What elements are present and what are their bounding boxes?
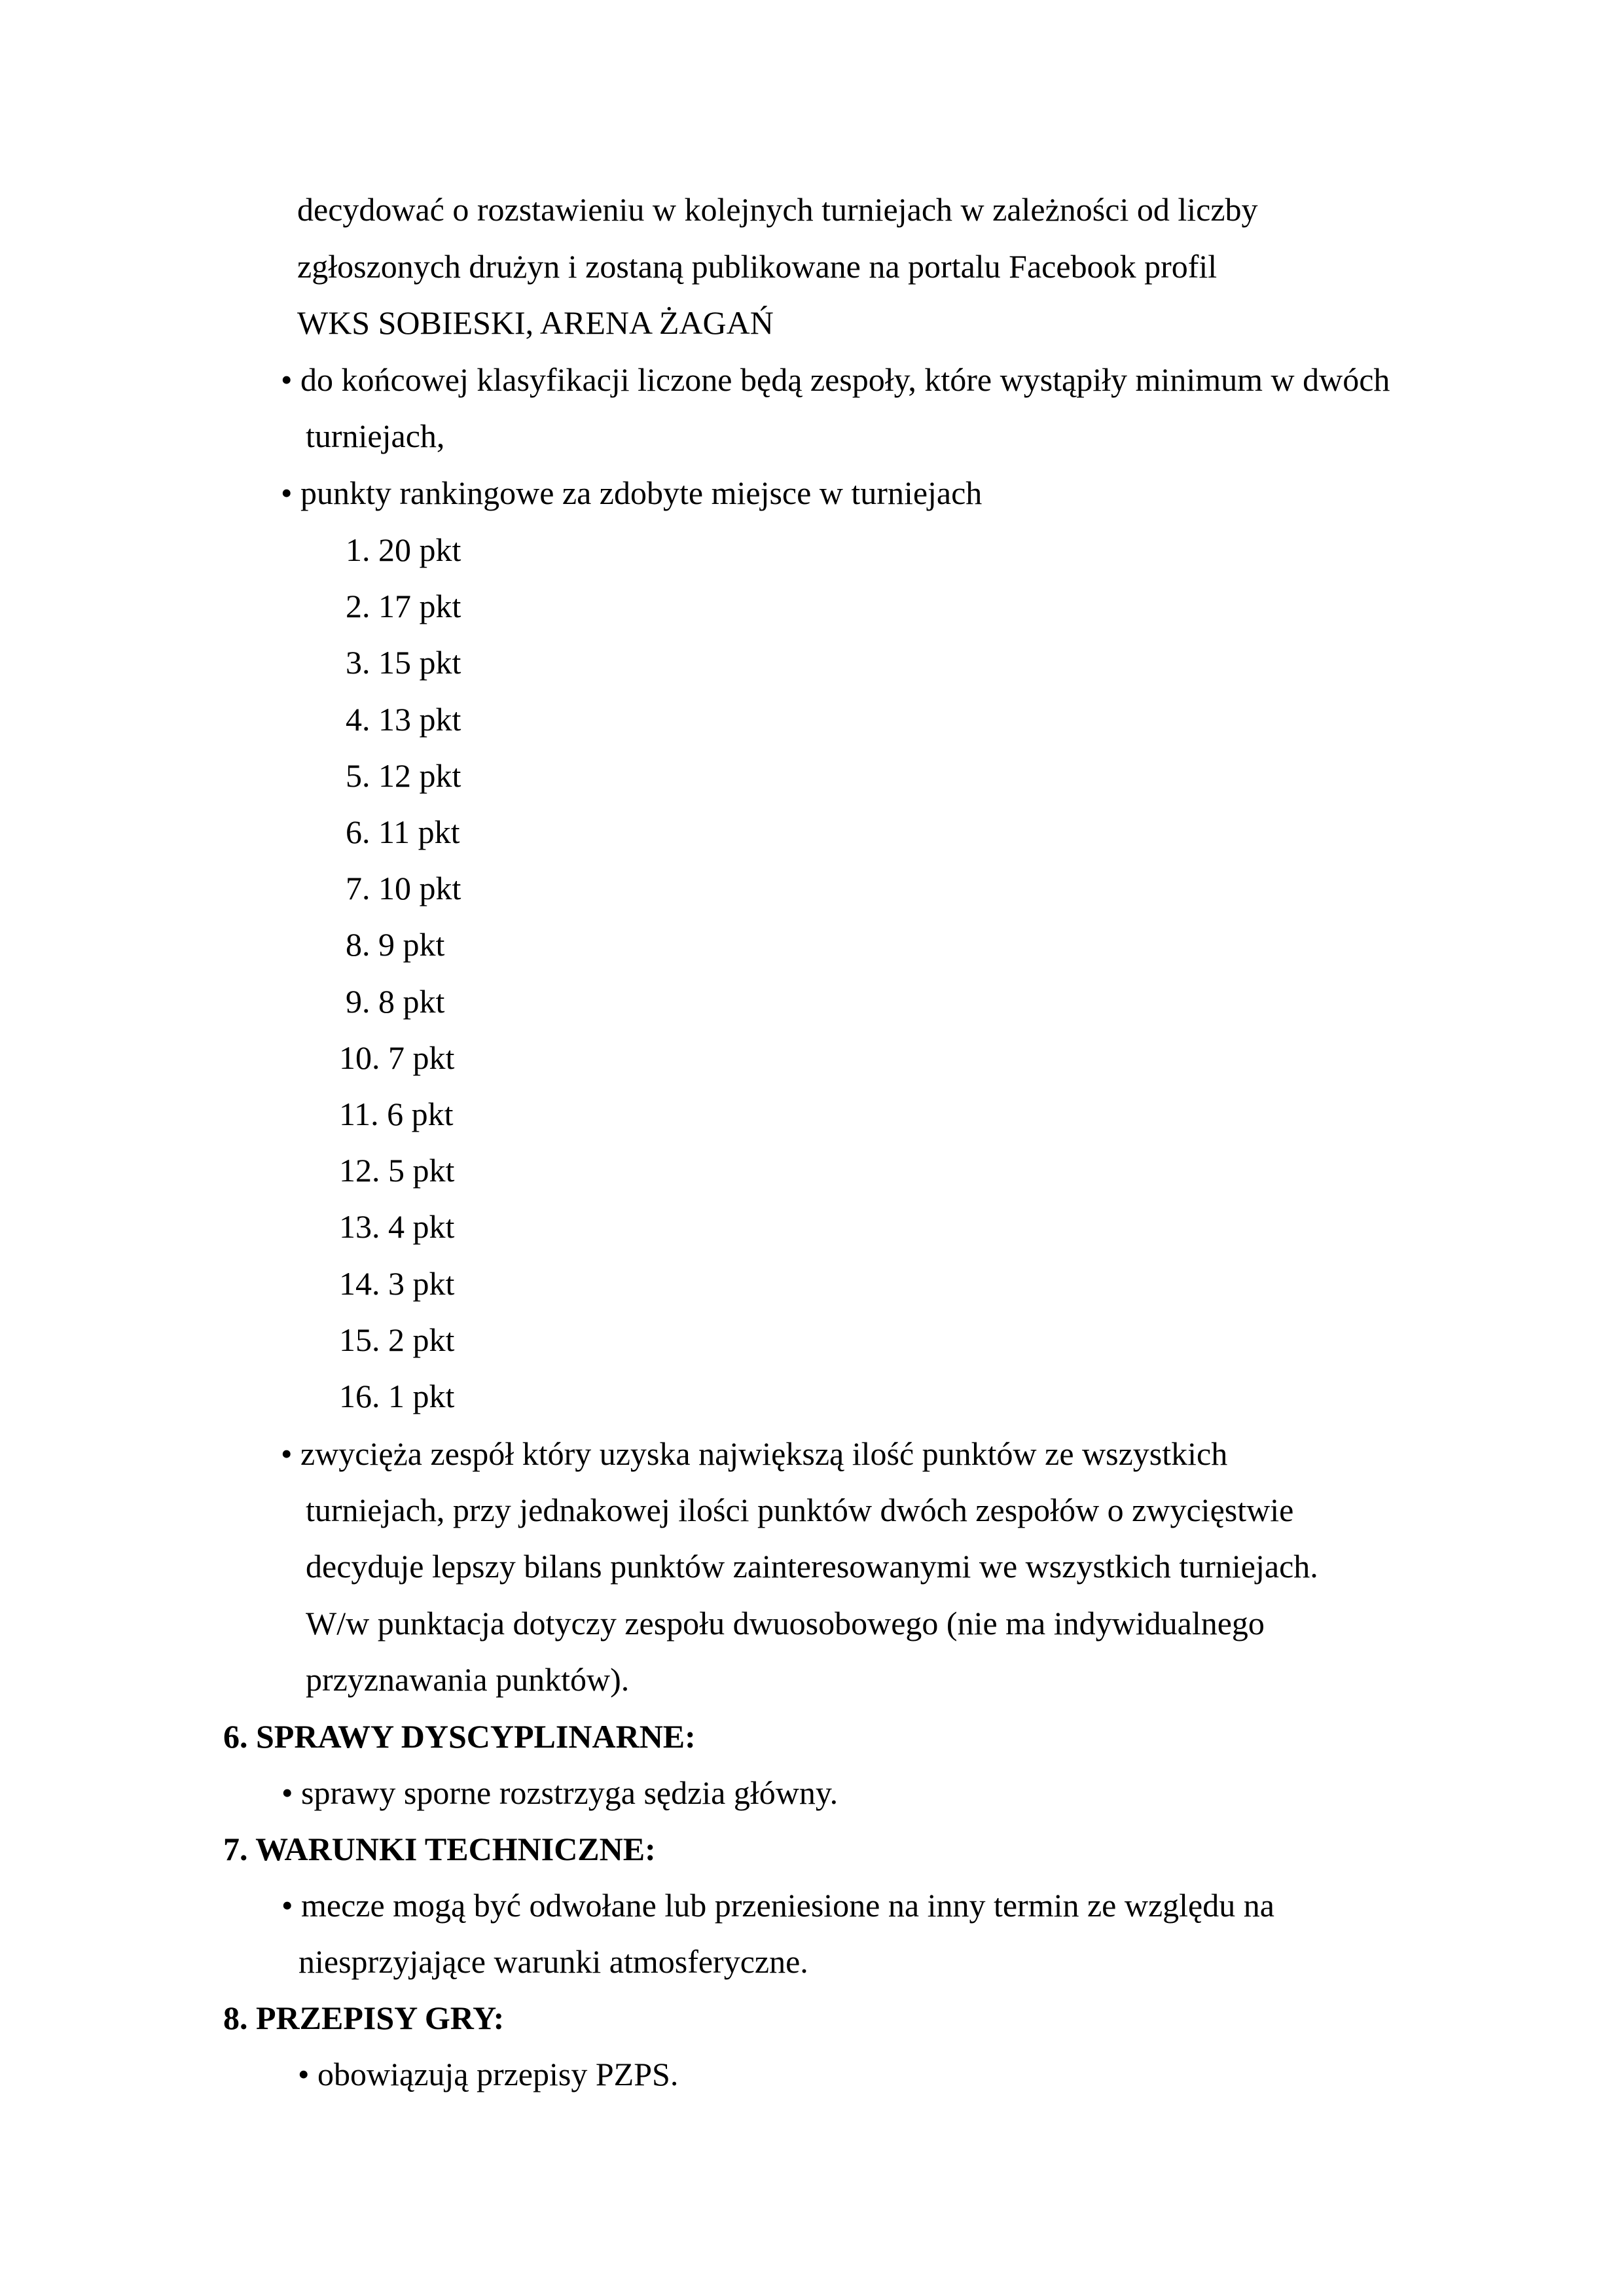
bullet-icon: • — [281, 361, 293, 398]
ranking-points: 5 pkt — [388, 1152, 455, 1189]
bullet-text: sprawy sporne rozstrzyga sędzia główny. — [301, 1774, 839, 1811]
ranking-points: 17 pkt — [378, 588, 461, 624]
bullet-item-weather — [281, 1889, 1274, 1922]
bullet-continuation: decyduje lepszy bilans punktów zainteresowanymi we wszystkich turniejach. — [306, 1548, 1318, 1585]
intro-line: WKS SOBIESKI, ARENA ŻAGAŃ — [297, 304, 774, 341]
intro-line: zgłoszonych drużyn i zostaną publikowane na portalu Facebook profil — [297, 248, 1218, 285]
ranking-place: 14. — [339, 1265, 380, 1302]
bullet-continuation: turniejach, przy jednakowej ilości punktów dwóch zespołów o zwycięstwie — [306, 1492, 1294, 1528]
bullet-item-ranking-points — [281, 476, 982, 509]
ranking-row — [346, 533, 461, 566]
bullet-icon: • — [281, 475, 293, 511]
ranking-place: 4. — [346, 701, 370, 738]
ranking-points: 15 pkt — [378, 644, 461, 681]
ranking-points: 8 pkt — [378, 983, 445, 1020]
ranking-place: 7. — [346, 870, 370, 906]
bullet-continuation: W/w punktacja dotyczy zespołu dwuosobowego (nie ma indywidualnego — [306, 1605, 1265, 1641]
ranking-place: 3. — [346, 644, 370, 681]
ranking-place: 11. — [339, 1096, 379, 1132]
bullet-text: do końcowej klasyfikacji liczone będą zespoły, które wystąpiły minimum w dwóch — [300, 361, 1390, 398]
bullet-item-classification — [281, 363, 1390, 396]
ranking-row — [339, 1323, 454, 1356]
section-heading-disciplinary: 6. SPRAWY DYSCYPLINARNE: — [223, 1718, 696, 1755]
ranking-row — [346, 759, 461, 792]
ranking-row — [339, 1154, 454, 1187]
ranking-row — [346, 703, 461, 736]
bullet-icon: • — [281, 1435, 293, 1472]
ranking-row — [346, 646, 461, 679]
ranking-points: 4 pkt — [388, 1208, 455, 1245]
ranking-points: 3 pkt — [388, 1265, 455, 1302]
ranking-place: 16. — [339, 1378, 380, 1414]
ranking-row — [339, 1210, 454, 1243]
ranking-points: 10 pkt — [378, 870, 461, 906]
section-heading-technical: 7. WARUNKI TECHNICZNE: — [223, 1831, 656, 1867]
ranking-place: 10. — [339, 1039, 380, 1076]
ranking-place: 15. — [339, 1321, 380, 1358]
ranking-row — [339, 1380, 454, 1412]
bullet-icon: • — [298, 2056, 310, 2092]
ranking-place: 2. — [346, 588, 370, 624]
bullet-text: obowiązują przepisy PZPS. — [317, 2056, 679, 2092]
ranking-points: 11 pkt — [378, 814, 460, 850]
ranking-place: 5. — [346, 757, 370, 794]
ranking-row — [346, 872, 461, 905]
ranking-points: 2 pkt — [388, 1321, 455, 1358]
ranking-row — [346, 985, 444, 1018]
ranking-place: 6. — [346, 814, 370, 850]
ranking-points: 13 pkt — [378, 701, 461, 738]
ranking-row — [339, 1267, 454, 1300]
bullet-icon: • — [281, 1774, 293, 1811]
ranking-row — [346, 590, 461, 622]
ranking-place: 13. — [339, 1208, 380, 1245]
ranking-points: 20 pkt — [378, 531, 461, 568]
bullet-text: mecze mogą być odwołane lub przeniesione na inny termin ze względu na — [301, 1887, 1274, 1924]
bullet-text: zwycięża zespół który uzyska największą ilość punktów ze wszystkich — [300, 1435, 1228, 1472]
ranking-place: 1. — [346, 531, 370, 568]
ranking-place: 9. — [346, 983, 370, 1020]
bullet-continuation: niesprzyjające warunki atmosferyczne. — [298, 1943, 808, 1980]
bullet-item-disputes — [281, 1776, 838, 1809]
bullet-continuation: turniejach, — [306, 418, 445, 454]
ranking-points: 12 pkt — [378, 757, 461, 794]
ranking-place: 8. — [346, 926, 370, 963]
ranking-points: 9 pkt — [378, 926, 445, 963]
ranking-points: 7 pkt — [388, 1039, 455, 1076]
bullet-text: punkty rankingowe za zdobyte miejsce w turniejach — [300, 475, 983, 511]
ranking-row — [339, 1041, 454, 1074]
section-heading-rules: 8. PRZEPISY GRY: — [223, 2000, 505, 2036]
bullet-item-pzps — [298, 2058, 678, 2090]
ranking-row — [346, 816, 460, 848]
ranking-points: 1 pkt — [388, 1378, 455, 1414]
ranking-row — [339, 1098, 454, 1130]
bullet-icon: • — [281, 1887, 293, 1924]
bullet-item-winner — [281, 1437, 1227, 1470]
intro-line: decydować o rozstawieniu w kolejnych turniejach w zależności od liczby — [297, 191, 1258, 228]
bullet-continuation: przyznawania punktów). — [306, 1661, 630, 1698]
ranking-row — [346, 928, 444, 961]
ranking-points: 6 pkt — [387, 1096, 454, 1132]
ranking-place: 12. — [339, 1152, 380, 1189]
